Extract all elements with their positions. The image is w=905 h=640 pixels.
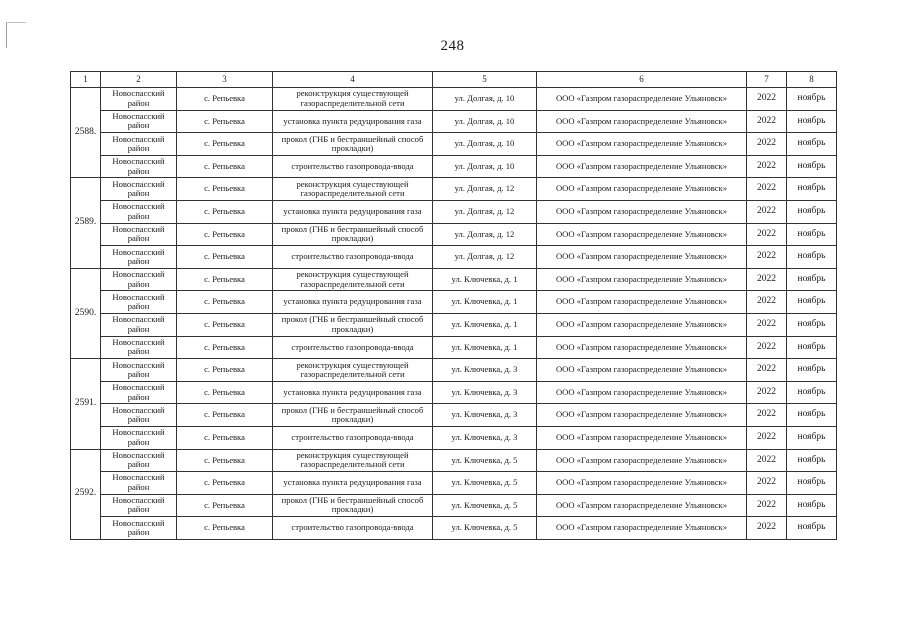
district-cell: Новоспасский район xyxy=(101,291,177,314)
district-cell: Новоспасский район xyxy=(101,268,177,291)
table-header xyxy=(71,72,837,88)
page-number: 248 xyxy=(440,38,465,54)
contractor-cell: ООО «Газпром газораспределение Ульяновск» xyxy=(537,246,747,269)
column-header-4: 4 xyxy=(273,72,433,88)
address-cell: ул. Ключевка, д. 1 xyxy=(433,313,537,336)
contractor-cell: ООО «Газпром газораспределение Ульяновск» xyxy=(537,88,747,111)
table-row xyxy=(71,426,837,449)
address-cell: ул. Долгая, д. 10 xyxy=(433,133,537,156)
settlement-cell: с. Репьевка xyxy=(177,88,273,111)
column-header-8: 8 xyxy=(787,72,837,88)
work-type-cell: установка пункта редуцирования газа xyxy=(273,472,433,495)
month-cell: ноябрь xyxy=(787,313,837,336)
district-cell: Новоспасский район xyxy=(101,155,177,178)
contractor-cell: ООО «Газпром газораспределение Ульяновск» xyxy=(537,291,747,314)
settlement-cell: с. Репьевка xyxy=(177,359,273,382)
work-type-cell: реконструкция существующей газораспределительной сети xyxy=(273,449,433,472)
work-type-cell: прокол (ГНБ и бестраншейный способ прокладки) xyxy=(273,404,433,427)
district-cell: Новоспасский район xyxy=(101,110,177,133)
column-header-2: 2 xyxy=(101,72,177,88)
month-cell: ноябрь xyxy=(787,336,837,359)
month-cell: ноябрь xyxy=(787,88,837,111)
district-cell: Новоспасский район xyxy=(101,426,177,449)
work-type-cell: реконструкция существующей газораспределительной сети xyxy=(273,268,433,291)
work-type-cell: прокол (ГНБ и бестраншейный способ прокладки) xyxy=(273,313,433,336)
settlement-cell: с. Репьевка xyxy=(177,336,273,359)
district-cell: Новоспасский район xyxy=(101,313,177,336)
year-cell: 2022 xyxy=(747,381,787,404)
settlement-cell: с. Репьевка xyxy=(177,268,273,291)
column-header-1: 1 xyxy=(71,72,101,88)
month-cell: ноябрь xyxy=(787,449,837,472)
district-cell: Новоспасский район xyxy=(101,494,177,517)
district-cell: Новоспасский район xyxy=(101,200,177,223)
month-cell: ноябрь xyxy=(787,404,837,427)
year-cell: 2022 xyxy=(747,110,787,133)
column-header-5: 5 xyxy=(433,72,537,88)
contractor-cell: ООО «Газпром газораспределение Ульяновск» xyxy=(537,155,747,178)
work-type-cell: строительство газопровода-ввода xyxy=(273,426,433,449)
work-type-cell: строительство газопровода-ввода xyxy=(273,246,433,269)
settlement-cell: с. Репьевка xyxy=(177,313,273,336)
header-row xyxy=(71,72,837,88)
year-cell: 2022 xyxy=(747,404,787,427)
settlement-cell: с. Репьевка xyxy=(177,404,273,427)
address-cell: ул. Ключевка, д. 1 xyxy=(433,336,537,359)
month-cell: ноябрь xyxy=(787,291,837,314)
address-cell: ул. Долгая, д. 12 xyxy=(433,200,537,223)
month-cell: ноябрь xyxy=(787,517,837,540)
address-cell: ул. Ключевка, д. 3 xyxy=(433,426,537,449)
year-cell: 2022 xyxy=(747,155,787,178)
year-cell: 2022 xyxy=(747,426,787,449)
contractor-cell: ООО «Газпром газораспределение Ульяновск» xyxy=(537,472,747,495)
table-row xyxy=(71,472,837,495)
address-cell: ул. Долгая, д. 10 xyxy=(433,155,537,178)
district-cell: Новоспасский район xyxy=(101,133,177,156)
month-cell: ноябрь xyxy=(787,381,837,404)
district-cell: Новоспасский район xyxy=(101,246,177,269)
settlement-cell: с. Репьевка xyxy=(177,426,273,449)
settlement-cell: с. Репьевка xyxy=(177,517,273,540)
settlement-cell: с. Репьевка xyxy=(177,110,273,133)
district-cell: Новоспасский район xyxy=(101,381,177,404)
contractor-cell: ООО «Газпром газораспределение Ульяновск» xyxy=(537,200,747,223)
address-cell: ул. Ключевка, д. 5 xyxy=(433,517,537,540)
district-cell: Новоспасский район xyxy=(101,336,177,359)
contractor-cell: ООО «Газпром газораспределение Ульяновск» xyxy=(537,359,747,382)
address-cell: ул. Ключевка, д. 3 xyxy=(433,404,537,427)
settlement-cell: с. Репьевка xyxy=(177,449,273,472)
column-header-7: 7 xyxy=(747,72,787,88)
contractor-cell: ООО «Газпром газораспределение Ульяновск» xyxy=(537,133,747,156)
district-cell: Новоспасский район xyxy=(101,178,177,201)
contractor-cell: ООО «Газпром газораспределение Ульяновск» xyxy=(537,517,747,540)
work-type-cell: строительство газопровода-ввода xyxy=(273,517,433,540)
contractor-cell: ООО «Газпром газораспределение Ульяновск» xyxy=(537,313,747,336)
settlement-cell: с. Репьевка xyxy=(177,472,273,495)
contractor-cell: ООО «Газпром газораспределение Ульяновск» xyxy=(537,449,747,472)
table-row xyxy=(71,88,837,111)
table-row xyxy=(71,291,837,314)
district-cell: Новоспасский район xyxy=(101,472,177,495)
year-cell: 2022 xyxy=(747,88,787,111)
month-cell: ноябрь xyxy=(787,110,837,133)
table-row xyxy=(71,494,837,517)
work-type-cell: установка пункта редуцирования газа xyxy=(273,110,433,133)
table-row xyxy=(71,133,837,156)
entry-number-cell: 2591. xyxy=(71,359,101,449)
year-cell: 2022 xyxy=(747,472,787,495)
month-cell: ноябрь xyxy=(787,426,837,449)
year-cell: 2022 xyxy=(747,200,787,223)
district-cell: Новоспасский район xyxy=(101,449,177,472)
month-cell: ноябрь xyxy=(787,133,837,156)
settlement-cell: с. Репьевка xyxy=(177,133,273,156)
month-cell: ноябрь xyxy=(787,472,837,495)
year-cell: 2022 xyxy=(747,449,787,472)
settlement-cell: с. Репьевка xyxy=(177,155,273,178)
entry-number-cell: 2590. xyxy=(71,268,101,358)
year-cell: 2022 xyxy=(747,291,787,314)
table-row xyxy=(71,155,837,178)
work-type-cell: установка пункта редуцирования газа xyxy=(273,291,433,314)
table-row xyxy=(71,449,837,472)
work-type-cell: реконструкция существующей газораспределительной сети xyxy=(273,178,433,201)
work-type-cell: строительство газопровода-ввода xyxy=(273,155,433,178)
year-cell: 2022 xyxy=(747,494,787,517)
settlement-cell: с. Репьевка xyxy=(177,200,273,223)
table-body xyxy=(71,88,837,540)
table-row xyxy=(71,313,837,336)
contractor-cell: ООО «Газпром газораспределение Ульяновск» xyxy=(537,336,747,359)
year-cell: 2022 xyxy=(747,313,787,336)
month-cell: ноябрь xyxy=(787,359,837,382)
year-cell: 2022 xyxy=(747,359,787,382)
district-cell: Новоспасский район xyxy=(101,517,177,540)
year-cell: 2022 xyxy=(747,246,787,269)
scan-edge-mark-top xyxy=(6,22,26,23)
address-cell: ул. Долгая, д. 12 xyxy=(433,178,537,201)
table-row xyxy=(71,246,837,269)
works-table xyxy=(70,71,837,540)
month-cell: ноябрь xyxy=(787,178,837,201)
table-row xyxy=(71,336,837,359)
column-header-3: 3 xyxy=(177,72,273,88)
work-type-cell: установка пункта редуцирования газа xyxy=(273,200,433,223)
month-cell: ноябрь xyxy=(787,155,837,178)
address-cell: ул. Долгая, д. 10 xyxy=(433,110,537,133)
settlement-cell: с. Репьевка xyxy=(177,494,273,517)
column-header-6: 6 xyxy=(537,72,747,88)
year-cell: 2022 xyxy=(747,336,787,359)
contractor-cell: ООО «Газпром газораспределение Ульяновск» xyxy=(537,494,747,517)
contractor-cell: ООО «Газпром газораспределение Ульяновск» xyxy=(537,381,747,404)
settlement-cell: с. Репьевка xyxy=(177,381,273,404)
month-cell: ноябрь xyxy=(787,268,837,291)
address-cell: ул. Ключевка, д. 1 xyxy=(433,268,537,291)
settlement-cell: с. Репьевка xyxy=(177,291,273,314)
month-cell: ноябрь xyxy=(787,200,837,223)
contractor-cell: ООО «Газпром газораспределение Ульяновск» xyxy=(537,223,747,246)
address-cell: ул. Долгая, д. 12 xyxy=(433,246,537,269)
table-row xyxy=(71,359,837,382)
address-cell: ул. Ключевка, д. 3 xyxy=(433,381,537,404)
year-cell: 2022 xyxy=(747,268,787,291)
contractor-cell: ООО «Газпром газораспределение Ульяновск» xyxy=(537,404,747,427)
month-cell: ноябрь xyxy=(787,223,837,246)
address-cell: ул. Долгая, д. 12 xyxy=(433,223,537,246)
work-type-cell: прокол (ГНБ и бестраншейный способ прокладки) xyxy=(273,223,433,246)
district-cell: Новоспасский район xyxy=(101,223,177,246)
table-row xyxy=(71,404,837,427)
district-cell: Новоспасский район xyxy=(101,88,177,111)
month-cell: ноябрь xyxy=(787,494,837,517)
address-cell: ул. Ключевка, д. 5 xyxy=(433,494,537,517)
contractor-cell: ООО «Газпром газораспределение Ульяновск» xyxy=(537,110,747,133)
table-row xyxy=(71,110,837,133)
work-type-cell: прокол (ГНБ и бестраншейный способ прокладки) xyxy=(273,494,433,517)
table-row xyxy=(71,223,837,246)
work-type-cell: установка пункта редуцирования газа xyxy=(273,381,433,404)
year-cell: 2022 xyxy=(747,133,787,156)
year-cell: 2022 xyxy=(747,223,787,246)
work-type-cell: реконструкция существующей газораспределительной сети xyxy=(273,359,433,382)
district-cell: Новоспасский район xyxy=(101,359,177,382)
address-cell: ул. Долгая, д. 10 xyxy=(433,88,537,111)
table-row xyxy=(71,381,837,404)
contractor-cell: ООО «Газпром газораспределение Ульяновск» xyxy=(537,426,747,449)
contractor-cell: ООО «Газпром газораспределение Ульяновск» xyxy=(537,268,747,291)
entry-number-cell: 2589. xyxy=(71,178,101,268)
address-cell: ул. Ключевка, д. 5 xyxy=(433,449,537,472)
entry-number-cell: 2588. xyxy=(71,88,101,178)
work-type-cell: строительство газопровода-ввода xyxy=(273,336,433,359)
table-row xyxy=(71,200,837,223)
district-cell: Новоспасский район xyxy=(101,404,177,427)
settlement-cell: с. Репьевка xyxy=(177,223,273,246)
settlement-cell: с. Репьевка xyxy=(177,178,273,201)
table-row xyxy=(71,517,837,540)
address-cell: ул. Ключевка, д. 5 xyxy=(433,472,537,495)
settlement-cell: с. Репьевка xyxy=(177,246,273,269)
address-cell: ул. Ключевка, д. 3 xyxy=(433,359,537,382)
entry-number-cell: 2592. xyxy=(71,449,101,539)
work-type-cell: реконструкция существующей газораспределительной сети xyxy=(273,88,433,111)
table-row xyxy=(71,178,837,201)
table-row xyxy=(71,268,837,291)
work-type-cell: прокол (ГНБ и бестраншейный способ прокладки) xyxy=(273,133,433,156)
year-cell: 2022 xyxy=(747,517,787,540)
month-cell: ноябрь xyxy=(787,246,837,269)
contractor-cell: ООО «Газпром газораспределение Ульяновск» xyxy=(537,178,747,201)
year-cell: 2022 xyxy=(747,178,787,201)
address-cell: ул. Ключевка, д. 1 xyxy=(433,291,537,314)
